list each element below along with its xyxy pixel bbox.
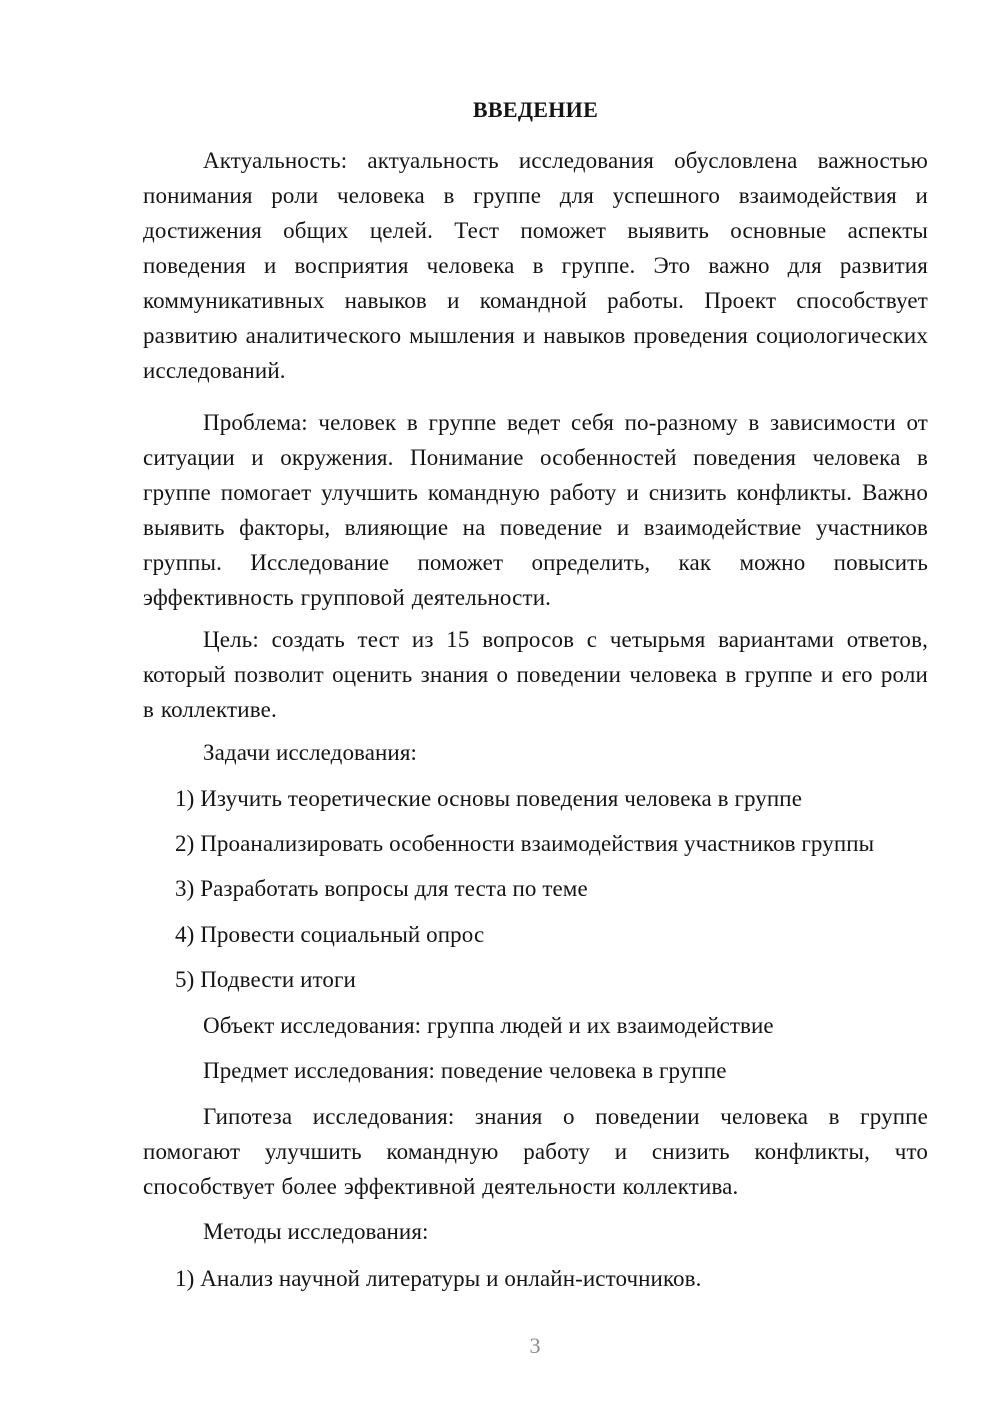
page-title: ВВЕДЕНИЕ [472,97,599,122]
goal-paragraph: Цель: создать тест из 15 вопросов с четырьмя вариантами ответов, который позволит оценить знания о поведении человека в группе и его роли в коллективе. [143,627,928,722]
task-item: 2) Проанализировать особенности взаимодействия участников группы [175,831,875,856]
task-item: 5) Подвести итоги [175,967,356,992]
task-item: 3) Разработать вопросы для теста по теме [175,876,588,901]
subject-line: Предмет исследования: поведение человека в группе [203,1058,727,1083]
task-item: 4) Провести социальный опрос [175,922,485,947]
page-number: 3 [529,1333,541,1358]
problem-paragraph: Проблема: человек в группе ведет себя по-разному в зависимости от ситуации и окружения. Понимание особенностей поведения человека в группе помогает улучшить командную работу и снизить конфликты. Важно выявить факторы, влияющие на поведение и взаимодействие участников группы. Исследование поможет определить, как можно повысить эффективность групповой деятельности. [143,410,928,610]
method-item: 1) Анализ научной литературы и онлайн-источников. [175,1266,702,1291]
hypothesis-paragraph: Гипотеза исследования: знания о поведении человека в группе помогают улучшить командную работу и снизить конфликты, что способствует более эффективной деятельности коллектива. [143,1104,928,1199]
methods-title: Методы исследования: [203,1219,429,1244]
tasks-title: Задачи исследования: [203,740,418,765]
task-item: 1) Изучить теоретические основы поведения человека в группе [175,786,803,811]
object-line: Объект исследования: группа людей и их взаимодействие [203,1013,774,1038]
relevance-paragraph: Актуальность: актуальность исследования обусловлена важностью понимания роли человека в группе для успешного взаимодействия и достижения общих целей. Тест поможет выявить основные аспекты поведения и восприятия человека в группе. Это важно для развития коммуникативных навыков и командной работы. Проект способствует развитию аналитического мышления и навыков проведения социологических исследований. [143,148,928,383]
